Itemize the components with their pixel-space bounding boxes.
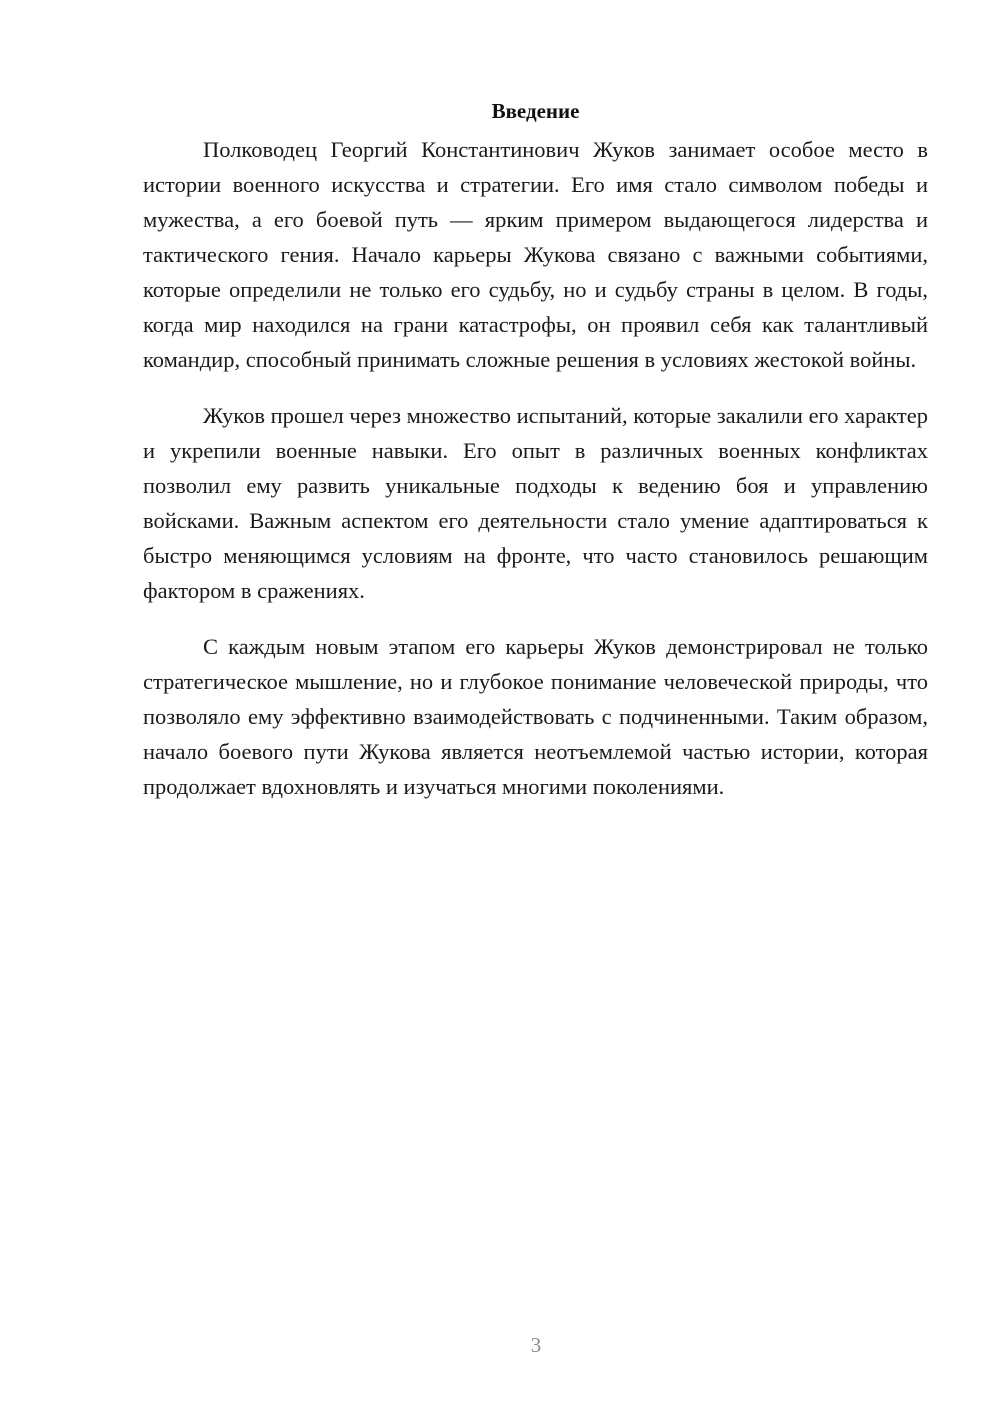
section-title: Введение (491, 99, 580, 123)
paragraph-3: С каждым новым этапом его карьеры Жуков демонстрировал не только стратегическое мышление, но и глубокое понимание человеческой природы, что позволяло ему эффективно взаимодействовать с подчиненными. Таким образом, начало боевого пути Жукова является неотъемлемой частью истории, которая продолжает вдохновлять и изучаться многими поколениями. (143, 634, 928, 799)
page-content (143, 96, 928, 825)
paragraph-2: Жуков прошел через множество испытаний, которые закалили его характер и укрепили военные навыки. Его опыт в различных военных конфликтах позволил ему развить уникальные подходы к ведению боя и управлению войсками. Важным аспектом его деятельности стало умение адаптироваться к быстро меняющимся условиям на фронте, что часто становилось решающим фактором в сражениях. (143, 403, 928, 603)
paragraph-1: Полководец Георгий Константинович Жуков занимает особое место в истории военного искусства и стратегии. Его имя стало символом победы и мужества, а его боевой путь — ярким примером выдающегося лидерства и тактического гения. Начало карьеры Жукова связано с важными событиями, которые определили не только его судьбу, но и судьбу страны в целом. В годы, когда мир находился на грани катастрофы, он проявил себя как талантливый командир, способный принимать сложные решения в условиях жестокой войны. (143, 137, 928, 372)
page-number: 3 (530, 1333, 542, 1357)
